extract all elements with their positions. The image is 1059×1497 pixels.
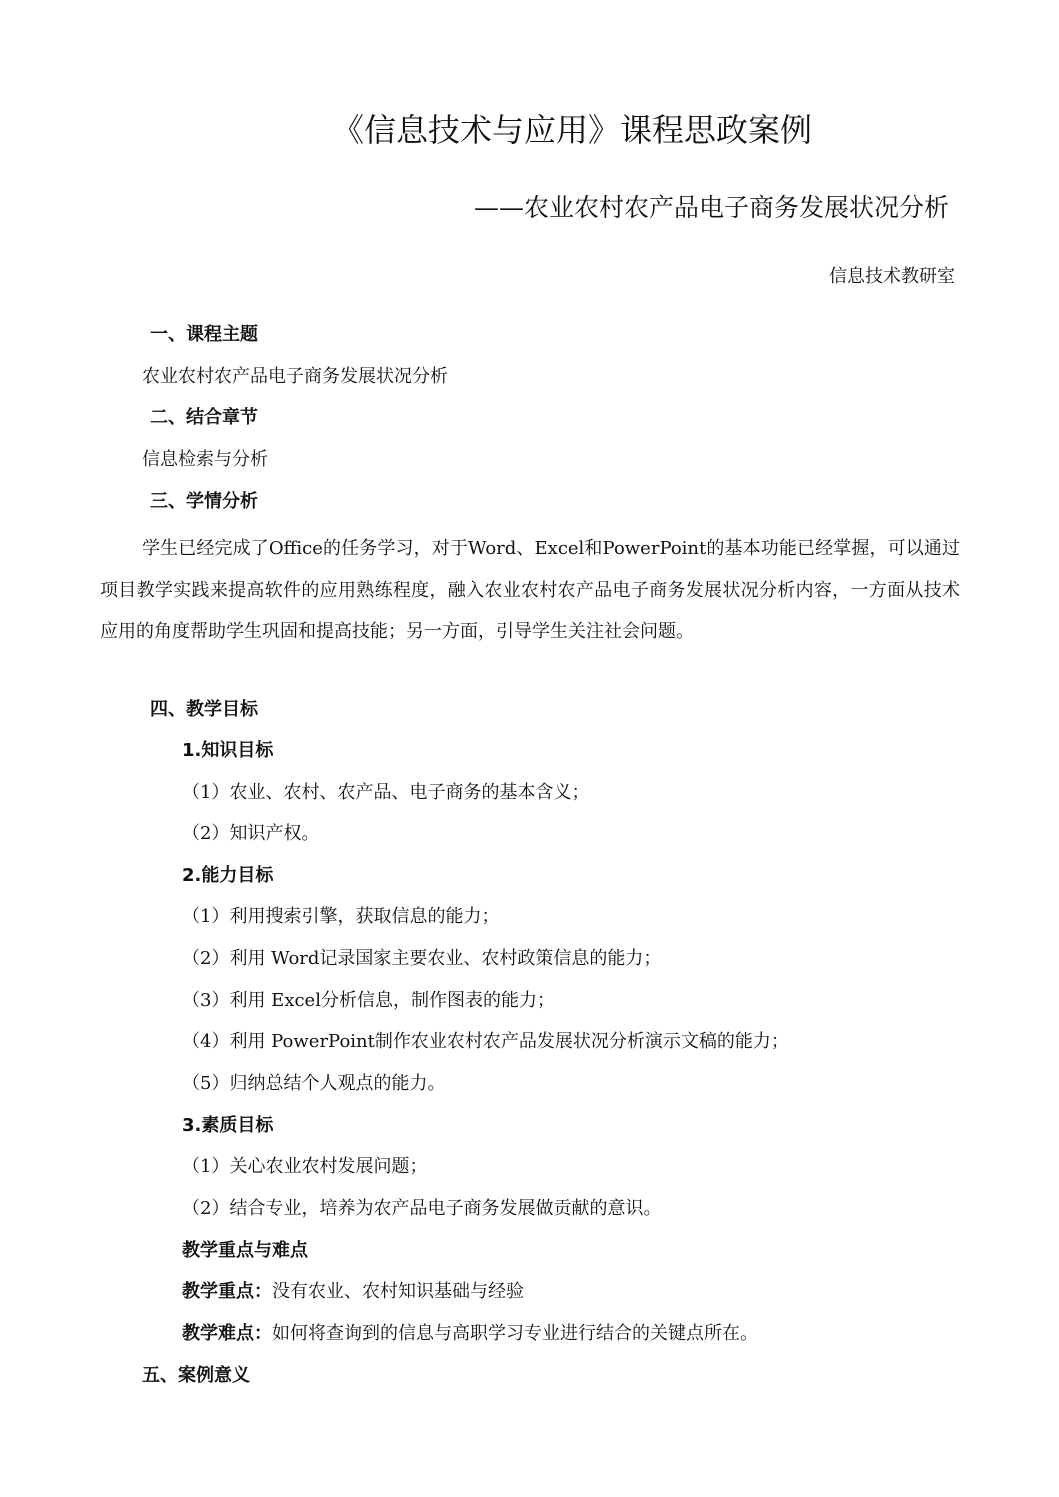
document-subtitle: ——农业农村农产品电子商务发展状况分析	[473, 193, 949, 222]
ability-item: （2）利用 Word记录国家主要农业、农村政策信息的能力；	[182, 948, 662, 969]
knowledge-item: （1）农业、农村、农产品、电子商务的基本含义；	[182, 782, 590, 803]
quality-item: （1）关心农业农村发展问题；	[182, 1156, 428, 1177]
teaching-focus-label: 教学重点：	[182, 1281, 272, 1302]
section-heading-significance: 五、案例意义	[142, 1365, 250, 1386]
document-title: 《信息技术与应用》课程思政案例	[331, 111, 812, 149]
ability-item: （5）归纳总结个人观点的能力。	[182, 1073, 446, 1094]
section-heading-objectives: 四、教学目标	[150, 699, 258, 720]
section-heading-topic: 一、课程主题	[150, 324, 258, 345]
teaching-difficulty-text: 如何将查询到的信息与高职学习专业进行结合的关键点所在。	[272, 1323, 758, 1344]
analysis-paragraph: 学生已经完成了Office的任务学习，对于Word、Excel和PowerPoint的基本功能已经掌握，可以通过项目教学实践来提高软件的应用熟练程度，融入农业农村农产品电子商务发展状况分析内容，一方面从技术应用的角度帮助学生巩固和提高技能；另一方面，引导学生关注社会问题。	[100, 538, 960, 642]
knowledge-item: （2）知识产权。	[182, 823, 320, 844]
teaching-difficulty-label: 教学难点：	[182, 1323, 272, 1344]
knowledge-objectives-heading: 1.知识目标	[182, 740, 274, 761]
department-name: 信息技术教研室	[829, 266, 955, 287]
ability-item: （1）利用搜索引擎，获取信息的能力；	[182, 906, 500, 927]
section-heading-analysis: 三、学情分析	[150, 491, 258, 512]
ability-objectives-heading: 2.能力目标	[182, 865, 274, 886]
quality-objectives-heading: 3.素质目标	[182, 1115, 274, 1136]
key-points-heading: 教学重点与难点	[182, 1240, 308, 1261]
section-heading-chapter: 二、结合章节	[150, 407, 258, 428]
teaching-difficulty	[182, 1319, 758, 1349]
teaching-focus	[182, 1277, 524, 1307]
teaching-focus-text: 没有农业、农村知识基础与经验	[272, 1281, 524, 1302]
ability-item: （4）利用 PowerPoint制作农业农村农产品发展状况分析演示文稿的能力；	[182, 1031, 789, 1052]
section-content-chapter: 信息检索与分析	[142, 449, 268, 470]
ability-item: （3）利用 Excel分析信息，制作图表的能力；	[182, 990, 555, 1011]
section-content-topic: 农业农村农产品电子商务发展状况分析	[142, 366, 448, 387]
quality-item: （2）结合专业，培养为农产品电子商务发展做贡献的意识。	[182, 1198, 662, 1219]
